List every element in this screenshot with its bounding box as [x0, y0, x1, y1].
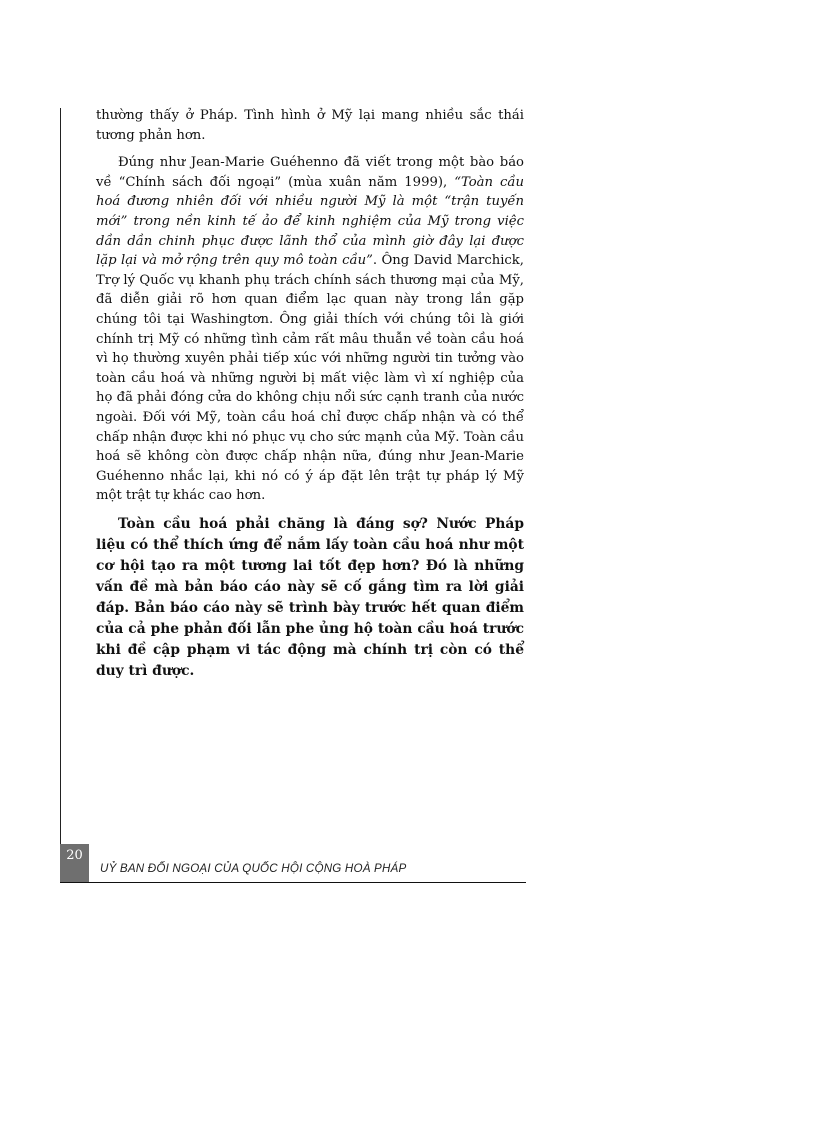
paragraph-key-questions — [96, 514, 524, 682]
paragraph-guehenno-quote — [96, 153, 524, 506]
bold-text-segment: Toàn cầu hoá phải chăng là đáng sợ? Nước Pháp liệu có thể thích ứng để nắm lấy toàn cầu hoá như một cơ hội tạo ra một tương lai tốt đẹp hơn? Đó là những vấn đề mà bản báo cáo này sẽ cố gắng tìm ra lời giải đáp. Bản báo cáo này sẽ trình bày trước hết quan điểm của cả phe phản đối lẫn phe ủng hộ toàn cầu hoá trước khi đề cập phạm vi tác động mà chính trị còn có thể duy trì được. — [96, 515, 524, 679]
paragraph-continuation — [96, 106, 524, 145]
left-margin-rule — [60, 108, 61, 844]
text-segment: Đúng như Jean-Marie Guéhenno đã viết trong một bào báo về “Chính sách đối ngoại” (mùa xuân năm 1999), — [96, 155, 524, 190]
body-text — [96, 106, 524, 682]
footer-rule — [60, 882, 526, 883]
text-segment: thường thấy ở Pháp. Tình hình ở Mỹ lại mang nhiều sắc thái tương phản hơn. — [96, 108, 524, 143]
page-number: 20 — [60, 844, 89, 882]
text-segment: . Ông David Marchick, Trợ lý Quốc vụ khanh phụ trách chính sách thương mại của Mỹ, đã diễn giải rõ hơn quan điểm lạc quan này trong lần gặp chúng tôi tại Washingtơn. Ông giải thích với chúng tôi là giới chính trị Mỹ có những tình cảm rất mâu thuẫn về toàn cầu hoá vì họ thường xuyên phải tiếp xúc với những người tin tưởng vào toàn cầu hoá và những người bị mất việc làm vì xí nghiệp của họ đã phải đóng cửa do không chịu nổi sức cạnh tranh của nước ngoài. Đối với Mỹ, toàn cầu hoá chỉ được chấp nhận và có thể chấp nhận được khi nó phục vụ cho sức mạnh của Mỹ. Toàn cầu hoá sẽ không còn được chấp nhận nữa, đúng như Jean-Marie Guéhenno nhắc lại, khi nó có ý áp đặt lên trật tự pháp lý Mỹ một trật tự khác cao hơn. — [96, 253, 524, 504]
running-footer-title: UỶ BAN ĐỐI NGOẠI CỦA QUỐC HỘI CỘNG HOÀ PHÁP — [100, 862, 407, 875]
italic-quote: “Toàn cầu hoá đương nhiên đối với nhiều người Mỹ là một “trận tuyến mới” trong nền kinh tế ảo để kinh nghiệm của Mỹ trong việc dần dần chinh phục được lãnh thổ của mình giờ đây lại được lặp lại và mở rộng trên quy mô toàn cầu” — [96, 174, 524, 269]
